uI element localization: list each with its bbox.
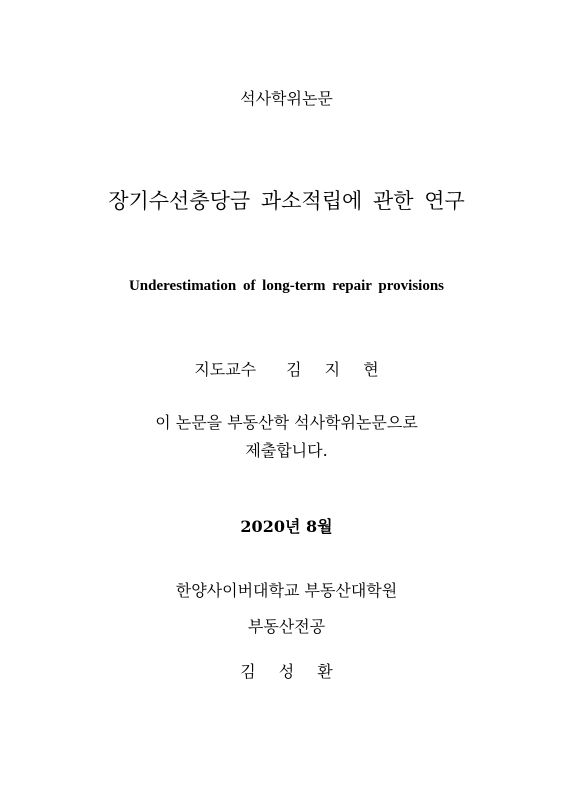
advisor-label: 지도교수: [194, 360, 257, 379]
advisor-name: 김 지 현: [286, 360, 379, 379]
university-name: 한양사이버대학교 부동산대학원: [175, 581, 398, 600]
advisor-line: [0, 357, 573, 380]
major-name: 부동산전공: [247, 617, 326, 636]
submission-statement-line2: 제출합니다.: [245, 441, 328, 460]
author-name: 김 성 환: [240, 662, 333, 681]
submission-date: 2020년 8월: [240, 517, 333, 536]
degree-label: 석사학위논문: [240, 89, 333, 108]
submission-statement-line1: 이 논문을 부동산학 석사학위논문으로: [155, 413, 418, 432]
thesis-title-korean: 장기수선충당금 과소적립에 관한 연구: [108, 189, 465, 213]
thesis-title-english: Underestimation of long-term repair provisions: [128, 278, 445, 294]
